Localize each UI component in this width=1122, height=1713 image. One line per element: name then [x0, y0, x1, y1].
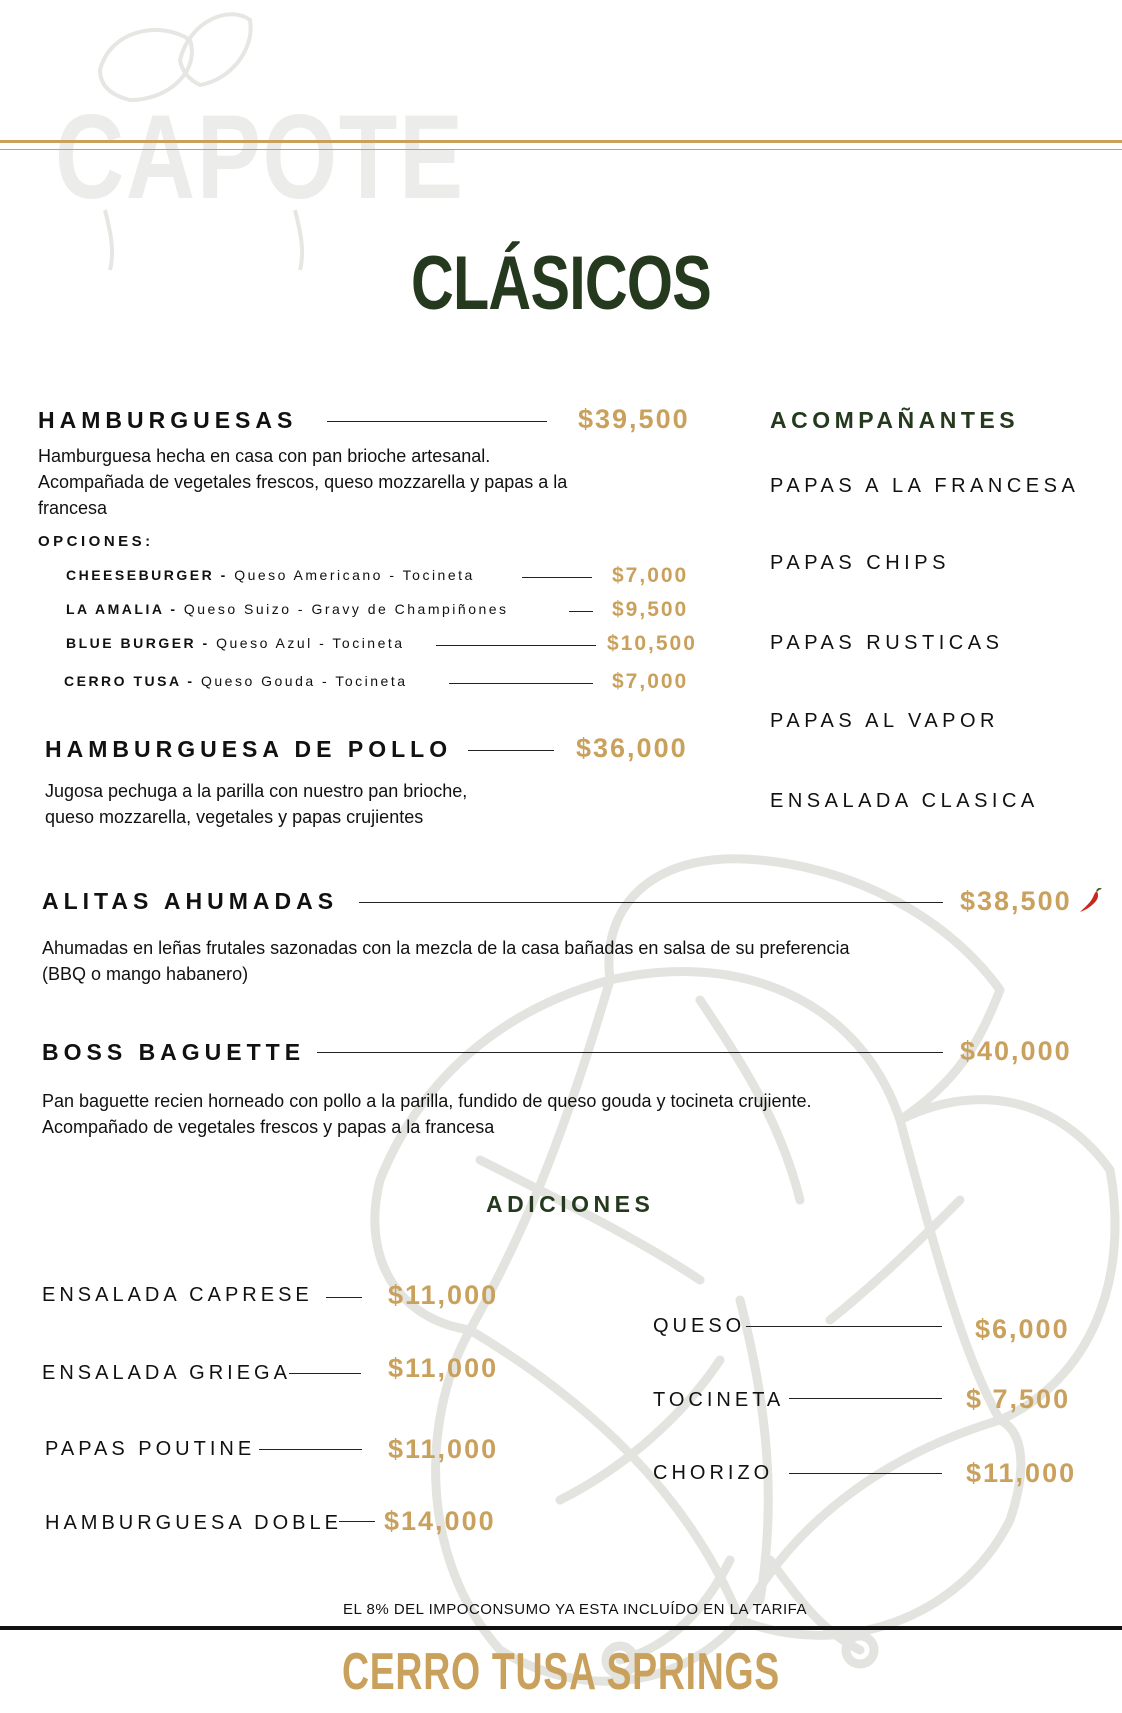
side-item: PAPAS A LA FRANCESA: [770, 475, 1080, 497]
item-description-baguette: Pan baguette recien horneado con pollo a la parilla, fundido de queso gouda y tocineta crujiente. Acompañado de vegetales frescos y papas a la francesa: [42, 1091, 812, 1137]
option-row: [66, 601, 509, 617]
addition-price: $11,000: [388, 1280, 499, 1310]
addition-name: QUESO: [653, 1315, 746, 1337]
item-title-pollo: HAMBURGUESA DE POLLO: [45, 736, 453, 762]
item-price-pollo: $36,000: [576, 733, 688, 763]
section-title-adiciones: ADICIONES: [486, 1191, 655, 1217]
item-description-pollo: Jugosa pechuga a la parilla con nuestro pan brioche, queso mozzarella, vegetales y papas crujientes: [45, 781, 468, 827]
option-price: $7,000: [612, 670, 689, 693]
option-row: [66, 635, 405, 651]
item-description-alitas: Ahumadas en leñas frutales sazonadas con la mezcla de la casa bañadas en salsa de su preferencia (BBQ o mango habanero): [42, 938, 850, 984]
leader-line: [789, 1398, 942, 1399]
leader-line: [289, 1373, 361, 1374]
option-row: [66, 567, 475, 583]
item-title-hamburguesas: HAMBURGUESAS: [38, 407, 298, 433]
option-price: $9,500: [612, 598, 689, 621]
addition-name: PAPAS POUTINE: [45, 1438, 256, 1460]
side-item: PAPAS RUSTICAS: [770, 632, 1004, 654]
section-title-acompanantes: ACOMPAÑANTES: [770, 407, 1020, 433]
option-detail: Queso Azul - Tocineta: [216, 635, 405, 651]
option-price: $7,000: [612, 564, 689, 587]
addition-price: $ 7,500: [966, 1384, 1071, 1414]
leader-line: [569, 611, 593, 612]
leader-line: [317, 1052, 943, 1053]
option-name: BLUE BURGER -: [66, 635, 210, 651]
addition-name: CHORIZO: [653, 1462, 774, 1484]
leader-line: [359, 902, 943, 903]
side-item: PAPAS AL VAPOR: [770, 710, 999, 732]
item-price-hamburguesas: $39,500: [578, 404, 690, 434]
addition-price: $11,000: [388, 1353, 499, 1383]
addition-price: $14,000: [384, 1506, 496, 1536]
option-price: $10,500: [607, 632, 697, 655]
header-rule: [0, 140, 1122, 143]
addition-name: ENSALADA CAPRESE: [42, 1284, 313, 1306]
leader-line: [436, 645, 596, 646]
leader-line: [522, 577, 592, 578]
options-label: OPCIONES:: [38, 533, 154, 550]
addition-name: ENSALADA GRIEGA: [42, 1362, 291, 1384]
option-detail: Queso Suizo - Gravy de Champiñones: [183, 601, 509, 617]
leader-line: [339, 1521, 375, 1522]
addition-name: TOCINETA: [653, 1389, 785, 1411]
header-rule-thin: [0, 149, 1122, 150]
leader-line: [468, 750, 554, 751]
addition-price: $11,000: [966, 1458, 1077, 1488]
item-price-alitas: $38,500: [960, 886, 1072, 916]
leader-line: [326, 1297, 362, 1298]
item-description-hamburguesas: Hamburguesa hecha en casa con pan brioche artesanal. Acompañada de vegetales frescos, queso mozzarella y papas a la francesa: [38, 446, 568, 518]
addition-price: $6,000: [975, 1314, 1070, 1344]
side-item: ENSALADA CLASICA: [770, 790, 1039, 812]
leader-line: [449, 683, 593, 684]
option-name: CHEESEBURGER -: [66, 567, 228, 583]
logo-watermark: CAPOTE: [55, 90, 465, 224]
option-detail: Queso Gouda - Tocineta: [200, 673, 408, 689]
leader-line: [746, 1326, 942, 1327]
addition-name: HAMBURGUESA DOBLE: [45, 1512, 342, 1534]
leader-line: [327, 421, 547, 422]
item-title-baguette: BOSS BAGUETTE: [42, 1039, 306, 1065]
option-name: CERRO TUSA -: [64, 673, 195, 689]
side-item: PAPAS CHIPS: [770, 552, 950, 574]
item-title-alitas: ALITAS AHUMADAS: [42, 888, 339, 914]
leader-line: [789, 1473, 942, 1474]
option-row: [64, 673, 408, 689]
option-detail: Queso Americano - Tocineta: [234, 567, 475, 583]
footer-brand: CERRO TUSA SPRINGS: [341, 1643, 781, 1701]
leader-line: [259, 1449, 362, 1450]
addition-price: $11,000: [388, 1434, 499, 1464]
item-price-baguette: $40,000: [960, 1036, 1072, 1066]
option-name: LA AMALIA -: [66, 601, 178, 617]
footer-rule: [0, 1626, 1122, 1630]
page-title: CLÁSICOS: [410, 241, 712, 326]
tax-note: EL 8% DEL IMPOCONSUMO YA ESTA INCLUÍDO EN LA TARIFA: [343, 1601, 807, 1618]
chili-pepper-icon: [1078, 888, 1102, 914]
